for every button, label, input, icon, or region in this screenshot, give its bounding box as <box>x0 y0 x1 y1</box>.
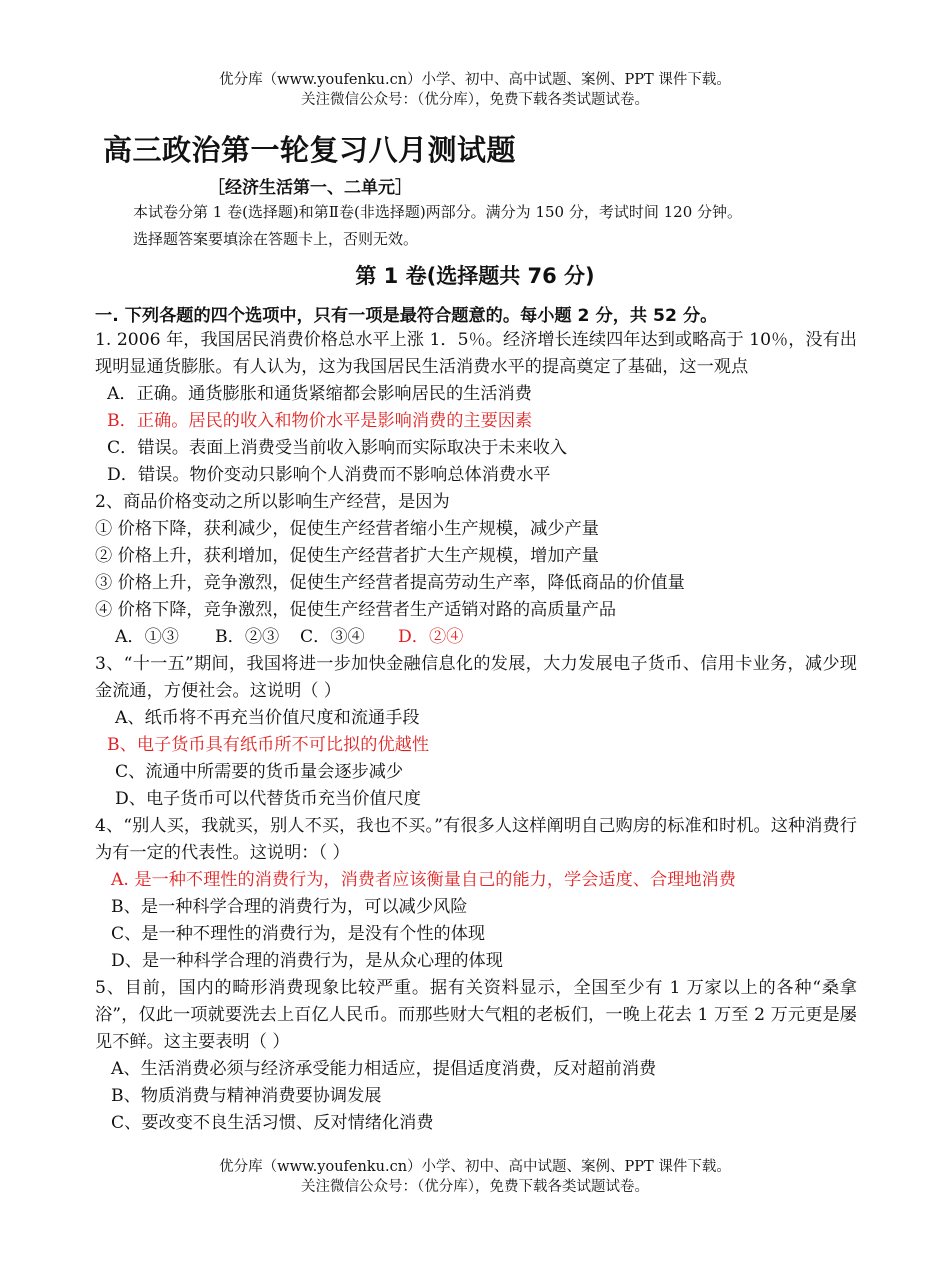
question-4-stem: 4、“别人买，我就买，别人不买，我也不买。”有很多人这样阐明自己购房的标准和时机。这种消费行为有一定的代表性。这说明：（ ） <box>95 816 857 863</box>
intro-line-2: 选择题答案要填涂在答题卡上，否则无效。 <box>133 230 419 248</box>
part-one-instruction: 一. 下列各题的四个选项中，只有一项是最符合题意的。每小题 2 分，共 52 分。 <box>95 306 718 326</box>
question-2-stem: 2、商品价格变动之所以影响生产经营，是因为 <box>95 492 450 512</box>
intro-line-1: 本试卷分第 1 卷(选择题)和第Ⅱ卷(非选择题)两部分。满分为 150 分，考试时间 120 分钟。 <box>133 203 743 221</box>
question-2-option-c: C．③④ <box>300 627 365 647</box>
question-4-option-a: A. 是一种不理性的消费行为，消费者应该衡量自己的能力，学会适度、合理地消费 <box>111 870 736 890</box>
question-2-option-b: B．②③ <box>215 627 280 647</box>
question-5-option-a: A、生活消费必须与经济承受能力相适应，提倡适度消费，反对超前消费 <box>111 1059 657 1079</box>
question-2-options <box>95 624 857 651</box>
question-3-option-c: C、流通中所需要的货币量会逐步减少 <box>115 762 404 782</box>
question-5-option-c: C、要改变不良生活习惯、反对情绪化消费 <box>111 1113 434 1133</box>
question-3-option-b: B、电子货币具有纸币所不可比拟的优越性 <box>107 735 430 755</box>
question-2-statement-4: ④ 价格下降，竞争激烈，促使生产经营者生产适销对路的高质量产品 <box>95 600 617 620</box>
question-4-option-d: D、是一种科学合理的消费行为，是从众心理的体现 <box>111 951 503 971</box>
section-title: 第 1 卷(选择题共 76 分) <box>355 264 595 288</box>
question-list <box>95 327 857 1137</box>
page-footer <box>0 1157 950 1197</box>
question-4-option-b: B、是一种科学合理的消费行为，可以减少风险 <box>111 897 468 917</box>
header-line-2: 关注微信公众号：（优分库），免费下载各类试题试卷。 <box>301 92 649 108</box>
question-1-option-b: B．正确。居民的收入和物价水平是影响消费的主要因素 <box>107 411 533 431</box>
question-2-option-d: D．②④ <box>398 627 464 647</box>
question-1-option-d: D．错误。物价变动只影响个人消费而不影响总体消费水平 <box>107 465 551 485</box>
header-line-1: 优分库（www.youfenku.cn）小学、初中、高中试题、案例、PPT 课件下载。 <box>219 72 731 88</box>
question-3-option-d: D、电子货币可以代替货币充当价值尺度 <box>115 789 421 809</box>
footer-line-1: 优分库（www.youfenku.cn）小学、初中、高中试题、案例、PPT 课件下载。 <box>219 1159 731 1175</box>
page-header <box>0 70 950 110</box>
footer-line-2: 关注微信公众号：（优分库），免费下载各类试题试卷。 <box>301 1179 649 1195</box>
question-2-statement-2: ② 价格上升，获利增加，促使生产经营者扩大生产规模，增加产量 <box>95 546 599 566</box>
question-2-statement-1: ① 价格下降，获利减少，促使生产经营者缩小生产规模，减少产量 <box>95 519 599 539</box>
page-subtitle: ［经济生活第一、二单元］ <box>208 178 412 198</box>
page-title: 高三政治第一轮复习八月测试题 <box>103 133 517 167</box>
question-3-stem: 3、“十一五”期间，我国将进一步加快金融信息化的发展，大力发展电子货币、信用卡业务，减少现金流通，方便社会。这说明（ ） <box>95 654 857 701</box>
question-5-option-b: B、物质消费与精神消费要协调发展 <box>111 1086 382 1106</box>
question-2-option-a: A．①③ <box>115 627 179 647</box>
question-5-stem: 5、目前，国内的畸形消费现象比较严重。据有关资料显示，全国至少有 1 万家以上的各种“桑拿浴”，仅此一项就要洗去上百亿人民币。而那些财大气粗的老板们，一晚上花去 1 万至 2 万元更是屡见不鲜。这主要表明（ ） <box>95 978 857 1052</box>
question-1-stem: 1. 2006 年，我国居民消费价格总水平上涨 1．5％。经济增长连续四年达到或略高于 10％，没有出现明显通货膨胀。有人认为，这为我国居民生活消费水平的提高奠定了基础，这一观点 <box>95 330 857 377</box>
question-4-option-c: C、是一种不理性的消费行为，是没有个性的体现 <box>111 924 486 944</box>
question-1-option-c: C．错误。表面上消费受当前收入影响而实际取决于未来收入 <box>107 438 568 458</box>
question-3-option-a: A、纸币将不再充当价值尺度和流通手段 <box>115 708 420 728</box>
question-1-option-a: A．正确。通货膨胀和通货紧缩都会影响居民的生活消费 <box>107 384 532 404</box>
question-2-statement-3: ③ 价格上升，竞争激烈，促使生产经营者提高劳动生产率，降低商品的价值量 <box>95 573 685 593</box>
